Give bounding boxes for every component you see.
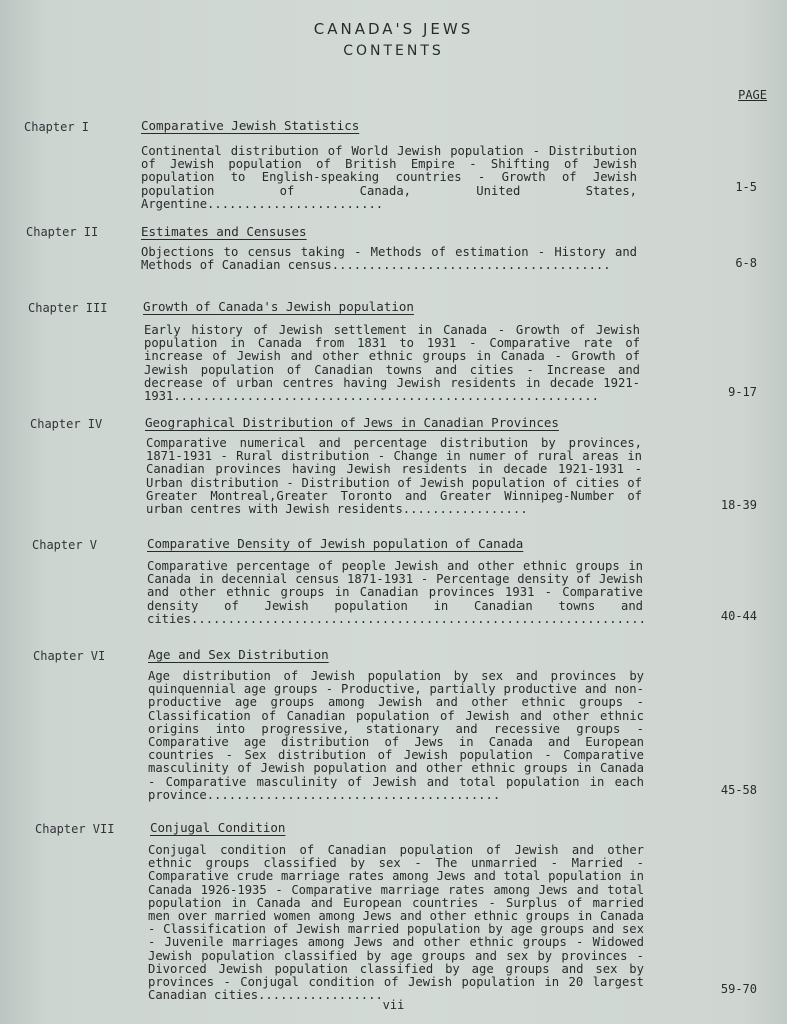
chapter-label: Chapter VII [35, 822, 115, 836]
document-subtitle: CONTENTS [343, 43, 444, 59]
chapter-title: Estimates and Censuses [141, 224, 307, 239]
chapter-page-range: 40-44 [720, 609, 757, 623]
chapter-label: Chapter I [24, 120, 90, 134]
page-column-header: PAGE [738, 88, 767, 102]
chapter-description: Early history of Jewish settlement in Canada - Growth of Jewish population in Canada from 1831 to 1931 - Comparative rate of increase of Jewish and other ethnic groups in Canada - Growth of Jewish population of Canadian towns and cities - Increase and decrease of urban centres having Jewish residents in decade 1921-1931.......................................................... [144, 323, 640, 404]
document-title: CANADA'S JEWS [313, 20, 474, 38]
chapter-page-range: 45-58 [720, 783, 757, 797]
page-number: vii [382, 998, 405, 1012]
chapter-label: Chapter V [32, 538, 98, 552]
chapter-title: Age and Sex Distribution [148, 647, 329, 662]
chapter-label: Chapter II [26, 225, 99, 239]
chapter-description: Comparative numerical and percentage distribution by provinces, 1871-1931 - Rural distribution - Change in numer of rural areas in Canadian provinces having Jewish residents in decade 1921-1931 - Urban distribution - Distribution of Jewish population of cities of Greater Montreal,Greater Toronto and Greater Winnipeg-Number of urban centres with Jewish residents................. [146, 436, 642, 517]
chapter-label: Chapter III [28, 301, 108, 315]
chapter-page-range: 9-17 [728, 385, 757, 399]
chapter-description: Objections to census taking - Methods of estimation - History and Methods of Canadian census...................................... [141, 245, 637, 273]
chapter-title: Conjugal Condition [150, 820, 286, 835]
chapter-title: Comparative Jewish Statistics [141, 118, 360, 133]
chapter-page-range: 1-5 [735, 180, 757, 194]
chapter-description: Continental distribution of World Jewish population - Distribution of Jewish population of British Empire - Shifting of Jewish population to English-speaking countries - Growth of Jewish population of Canada, United States, Argentine........................ [141, 144, 637, 211]
chapter-description: Conjugal condition of Canadian population of Jewish and other ethnic groups classified by sex - The unmarried - Married - Comparative crude marriage rates among Jews and total population in Canada 1926-1935 - Comparative marriage rates among Jews and total population in Canada and European countries - Surplus of married men over married women among Jews and other ethnic groups in Canada - Classification of Jewish married population by age groups and sex - Juvenile marriages among Jews and other ethnic groups - Widowed Jewish population classified by age groups and sex by provinces - Divorced Jewish population classified by age groups and sex by provinces - Conjugal condition of Jewish population in 20 largest Canadian cities................. [148, 843, 644, 1003]
chapter-title: Geographical Distribution of Jews in Canadian Provinces [145, 415, 559, 430]
chapter-page-range: 59-70 [720, 982, 757, 996]
chapter-page-range: 18-39 [720, 498, 757, 512]
chapter-description: Comparative percentage of people Jewish and other ethnic groups in Canada in decennial census 1871-1931 - Percentage density of Jewish and other ethnic groups in Canadian provinces 1931 - Comparative density of Jewish population in Canadian towns and cities.............................................................. [147, 559, 646, 626]
chapter-label: Chapter VI [33, 649, 106, 663]
chapter-title: Comparative Density of Jewish population of Canada [147, 536, 524, 551]
chapter-label: Chapter IV [30, 417, 103, 431]
chapter-description: Age distribution of Jewish population by sex and provinces by quinquennial age groups - Productive, partially productive and non-productive age groups among Jewish and other ethnic groups - Classification of Canadian population of Jewish and other ethnic origins into progressive, stationary and recessive groups - Comparative age distribution of Jews in Canada and European countries - Sex distribution of Jewish population - Comparative masculinity of Jewish population and other ethnic groups in Canada - Comparative masculinity of Jewish and total population in each province........................................ [148, 669, 644, 802]
chapter-title: Growth of Canada's Jewish population [143, 299, 414, 314]
chapter-page-range: 6-8 [735, 256, 757, 270]
